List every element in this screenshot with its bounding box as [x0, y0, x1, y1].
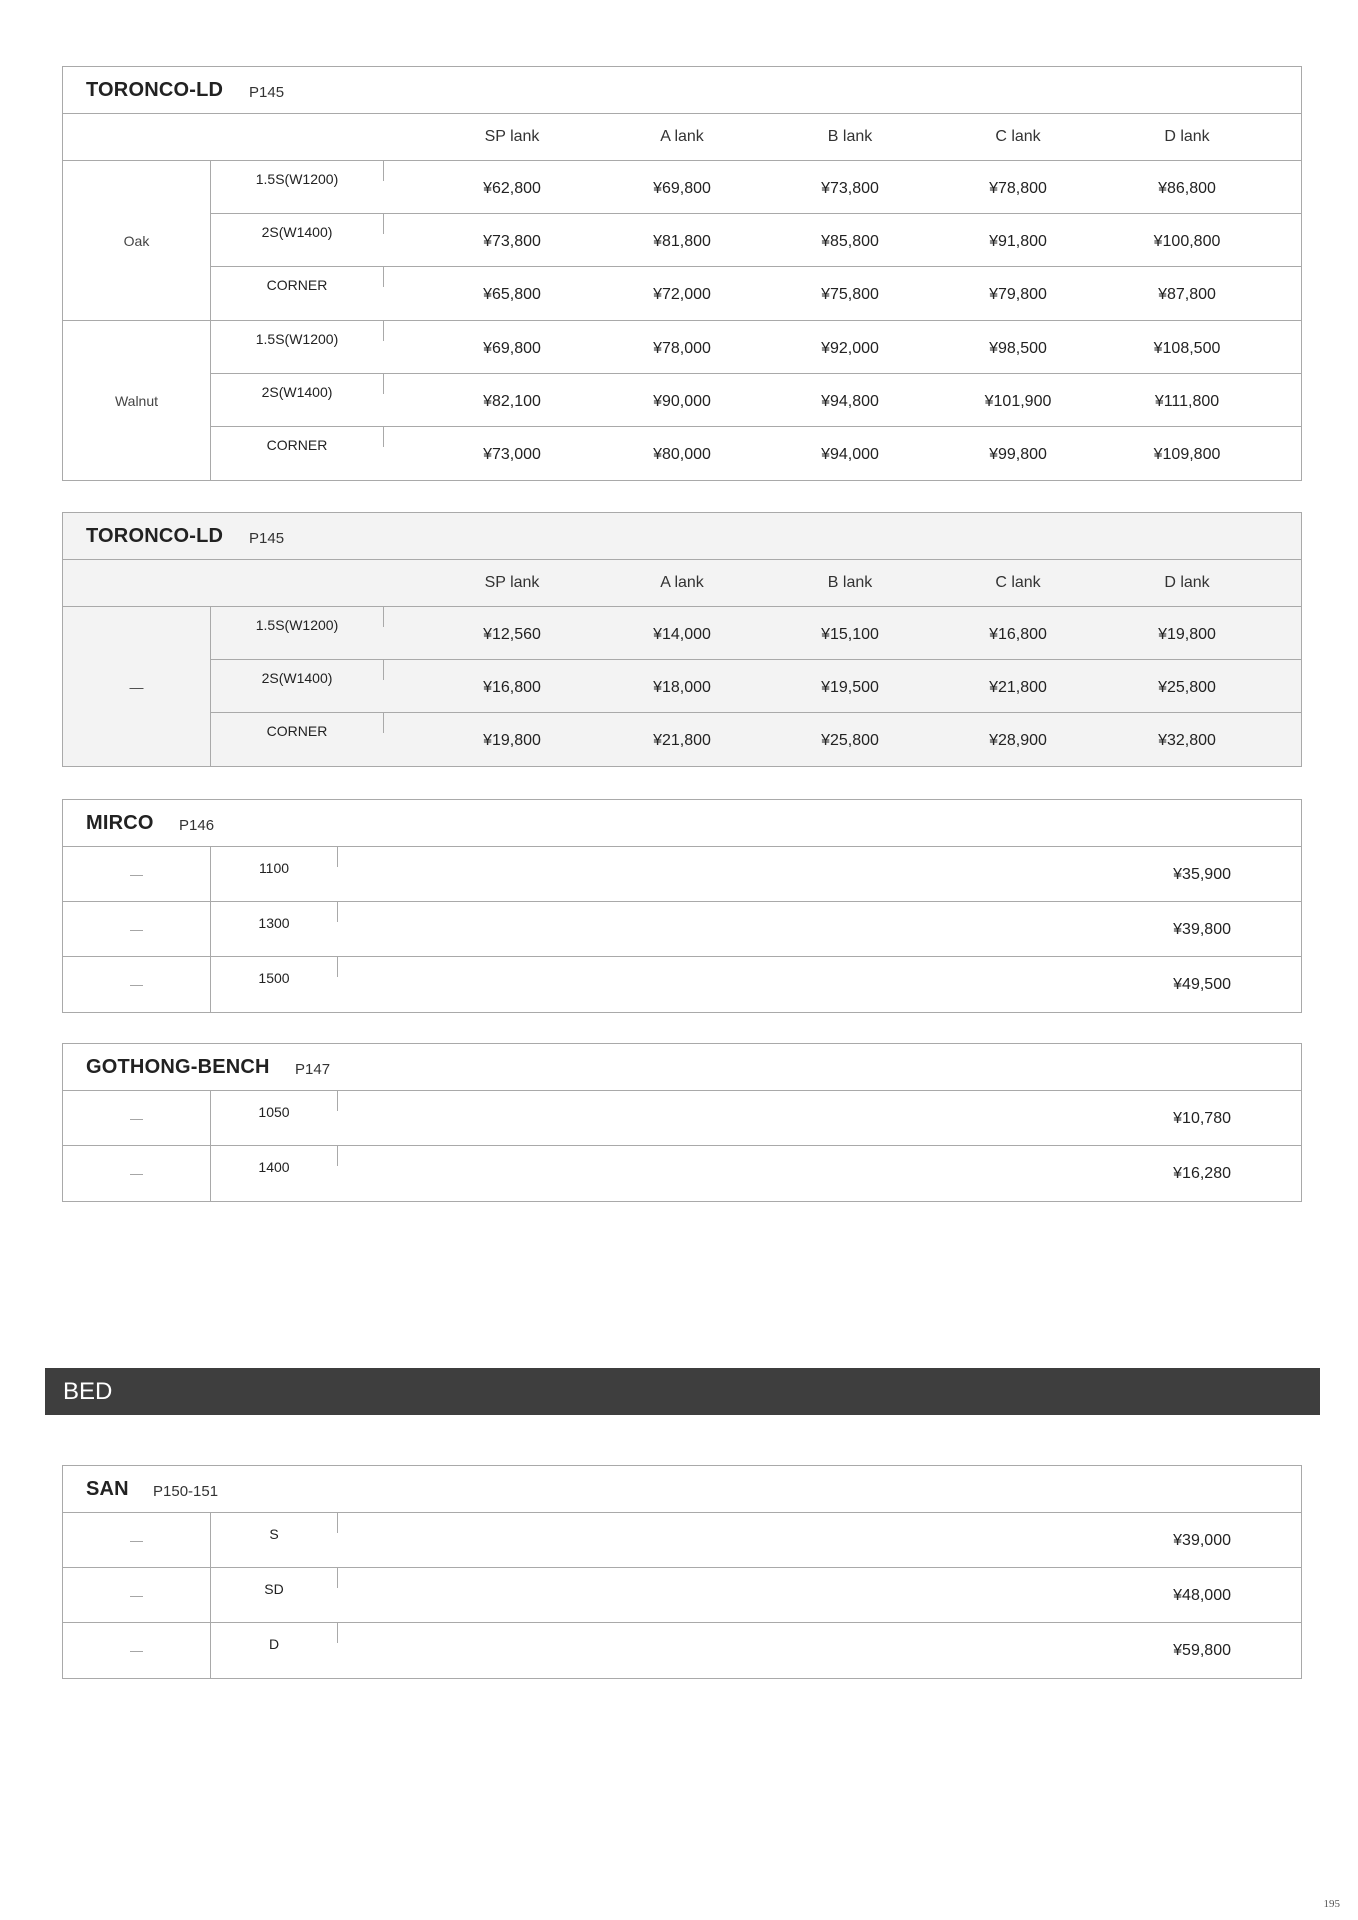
price-cell: ¥75,800 — [821, 286, 879, 303]
price-cell: ¥78,000 — [653, 340, 711, 357]
size-rows — [211, 321, 1301, 480]
cell-divider-tick — [337, 1623, 338, 1643]
product-name: GOTHONG-BENCH — [86, 1056, 270, 1078]
price-cell: ¥39,000 — [1173, 1532, 1231, 1549]
table-row — [211, 713, 1301, 766]
price-cell: ¥21,800 — [989, 679, 1047, 696]
table-row — [211, 427, 1301, 480]
cell-divider-tick — [383, 374, 384, 394]
table-row — [63, 902, 1301, 957]
material-label: — — [63, 1513, 211, 1567]
rank-header-0: SP lank — [484, 128, 540, 145]
price-cell: ¥72,000 — [653, 286, 711, 303]
price-cell: ¥69,800 — [653, 180, 711, 197]
price-cell: ¥21,800 — [653, 732, 711, 749]
price-cell: ¥16,800 — [989, 626, 1047, 643]
price-cell: ¥111,800 — [1154, 393, 1220, 410]
size-label: 1050 — [258, 1104, 290, 1120]
product-name: SAN — [86, 1478, 129, 1500]
price-cell: ¥12,560 — [483, 626, 541, 643]
size-label: 1500 — [258, 970, 290, 986]
table-row — [211, 607, 1301, 660]
rank-header-4: D lank — [1164, 128, 1210, 145]
rank-header-3: C lank — [995, 128, 1041, 145]
catalog-page-ref: P146 — [179, 817, 215, 834]
price-cell: ¥92,000 — [821, 340, 879, 357]
san-price-table — [62, 1465, 1302, 1679]
size-label: CORNER — [266, 723, 328, 739]
product-name: MIRCO — [86, 812, 154, 834]
table-row — [63, 1091, 1301, 1146]
size-label: CORNER — [266, 277, 328, 293]
price-cell: ¥35,900 — [1173, 866, 1231, 883]
table-row — [211, 321, 1301, 374]
table-title-row — [63, 513, 1301, 560]
cell-divider-tick — [383, 214, 384, 234]
material-label: — — [63, 957, 211, 1012]
price-cell: ¥78,800 — [989, 180, 1047, 197]
table-row — [211, 267, 1301, 320]
price-cell: ¥16,800 — [483, 679, 541, 696]
catalog-page-ref: P147 — [295, 1061, 331, 1078]
size-label: 2S(W1400) — [261, 670, 333, 686]
table-row — [63, 1568, 1301, 1623]
rank-header-2: B lank — [827, 574, 873, 591]
price-cell: ¥15,100 — [821, 626, 879, 643]
section-title: BED — [63, 1378, 113, 1405]
price-cell: ¥99,800 — [989, 446, 1047, 463]
cell-divider-tick — [337, 1568, 338, 1588]
material-label: — — [63, 847, 211, 901]
price-cell: ¥19,800 — [1158, 626, 1216, 643]
price-cell: ¥14,000 — [653, 626, 711, 643]
price-cell: ¥98,500 — [989, 340, 1047, 357]
size-label: 1.5S(W1200) — [255, 331, 339, 347]
price-cell: ¥101,900 — [984, 393, 1052, 410]
price-cell: ¥87,800 — [1158, 286, 1216, 303]
rank-header-2: B lank — [827, 128, 873, 145]
size-label: 1.5S(W1200) — [255, 617, 339, 633]
material-label: — — [63, 1568, 211, 1622]
size-label: 2S(W1400) — [261, 224, 333, 240]
price-cell: ¥73,800 — [821, 180, 879, 197]
price-cell: ¥73,800 — [483, 233, 541, 250]
cell-divider-tick — [337, 957, 338, 977]
material-group — [63, 607, 1301, 766]
table-title-row — [63, 1466, 1301, 1513]
price-cell: ¥48,000 — [1173, 1587, 1231, 1604]
price-cell: ¥28,900 — [989, 732, 1047, 749]
size-label: SD — [264, 1581, 284, 1597]
table-row — [63, 957, 1301, 1012]
cell-divider-tick — [337, 1513, 338, 1533]
gothong-bench-price-table — [62, 1043, 1302, 1202]
material-group — [63, 161, 1301, 321]
table-row — [63, 1513, 1301, 1568]
size-label: 1100 — [258, 860, 290, 876]
cell-divider-tick — [337, 1091, 338, 1111]
price-cell: ¥69,800 — [483, 340, 541, 357]
toronco-ld-price-table — [62, 66, 1302, 481]
rank-header-1: A lank — [660, 574, 704, 591]
size-label: 1300 — [258, 915, 290, 931]
price-cell: ¥90,000 — [653, 393, 711, 410]
price-cell: ¥94,800 — [821, 393, 879, 410]
table-row — [211, 660, 1301, 713]
table-row — [63, 1146, 1301, 1201]
price-cell: ¥59,800 — [1173, 1642, 1231, 1659]
cell-divider-tick — [383, 161, 384, 181]
material-label: — — [63, 902, 211, 956]
product-name: TORONCO-LD — [86, 79, 224, 101]
size-label: 1400 — [258, 1159, 290, 1175]
price-cell: ¥49,500 — [1173, 976, 1231, 993]
cell-divider-tick — [383, 607, 384, 627]
cell-divider-tick — [383, 660, 384, 680]
rank-header-row — [63, 114, 1301, 161]
price-cell: ¥73,000 — [483, 446, 541, 463]
catalog-page-ref: P145 — [249, 530, 285, 547]
price-cell: ¥65,800 — [483, 286, 541, 303]
table-row — [211, 214, 1301, 267]
size-rows — [211, 161, 1301, 320]
cell-divider-tick — [383, 321, 384, 341]
product-name: TORONCO-LD — [86, 525, 224, 547]
price-cell: ¥19,800 — [483, 732, 541, 749]
material-label: — — [63, 607, 211, 766]
material-label: — — [63, 1091, 211, 1145]
cell-divider-tick — [337, 902, 338, 922]
price-cell: ¥10,780 — [1173, 1110, 1231, 1127]
toronco-ld-option-price-table — [62, 512, 1302, 767]
price-cell: ¥86,800 — [1158, 180, 1216, 197]
cell-divider-tick — [337, 847, 338, 867]
catalog-page-ref: P150-151 — [153, 1483, 219, 1500]
catalog-page-ref: P145 — [249, 84, 285, 101]
price-cell: ¥19,500 — [821, 679, 879, 696]
table-row — [63, 1623, 1301, 1678]
rank-header-0: SP lank — [484, 574, 540, 591]
price-cell: ¥25,800 — [821, 732, 879, 749]
price-cell: ¥85,800 — [821, 233, 879, 250]
size-rows — [211, 607, 1301, 766]
material-label: — — [63, 1623, 211, 1678]
page-number: 195 — [1323, 1898, 1340, 1910]
price-cell: ¥16,280 — [1173, 1165, 1231, 1182]
size-label: S — [269, 1526, 279, 1542]
price-cell: ¥39,800 — [1173, 921, 1231, 938]
table-row — [211, 161, 1301, 214]
rank-header-4: D lank — [1164, 574, 1210, 591]
size-label: D — [268, 1636, 280, 1652]
table-title-row — [63, 800, 1301, 847]
cell-divider-tick — [383, 267, 384, 287]
size-label: 1.5S(W1200) — [255, 171, 339, 187]
table-title-row — [63, 1044, 1301, 1091]
price-cell: ¥94,000 — [821, 446, 879, 463]
price-cell: ¥62,800 — [483, 180, 541, 197]
cell-divider-tick — [383, 427, 384, 447]
rank-header-row — [63, 560, 1301, 607]
price-cell: ¥91,800 — [989, 233, 1047, 250]
size-label: CORNER — [266, 437, 328, 453]
price-cell: ¥109,800 — [1153, 446, 1221, 463]
rank-header-3: C lank — [995, 574, 1041, 591]
price-cell: ¥80,000 — [653, 446, 711, 463]
material-label: Walnut — [63, 321, 211, 480]
price-cell: ¥79,800 — [989, 286, 1047, 303]
price-cell: ¥25,800 — [1158, 679, 1216, 696]
table-row — [63, 847, 1301, 902]
size-label: 2S(W1400) — [261, 384, 333, 400]
price-cell: ¥81,800 — [653, 233, 711, 250]
mirco-price-table — [62, 799, 1302, 1013]
price-cell: ¥100,800 — [1153, 233, 1221, 250]
table-row — [211, 374, 1301, 427]
material-label: Oak — [63, 161, 211, 320]
price-cell: ¥18,000 — [653, 679, 711, 696]
price-cell: ¥108,500 — [1153, 340, 1221, 357]
price-cell: ¥32,800 — [1158, 732, 1216, 749]
price-cell: ¥82,100 — [483, 393, 541, 410]
cell-divider-tick — [337, 1146, 338, 1166]
material-label: — — [63, 1146, 211, 1201]
rank-header-1: A lank — [660, 128, 704, 145]
table-title-row — [63, 67, 1301, 114]
material-group — [63, 321, 1301, 480]
cell-divider-tick — [383, 713, 384, 733]
section-header-bed — [45, 1368, 1320, 1415]
